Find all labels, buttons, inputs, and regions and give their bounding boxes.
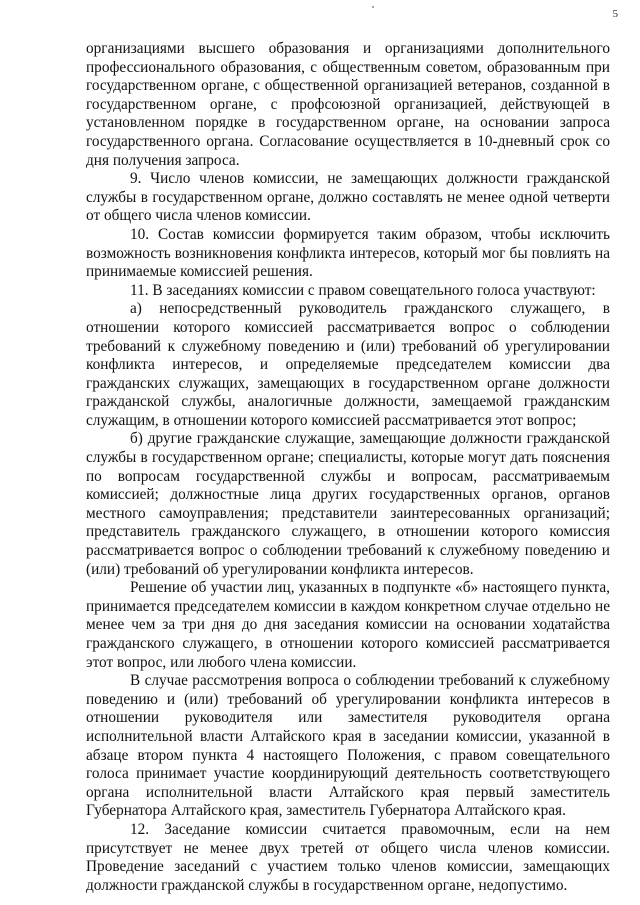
paragraph-item-9: 9. Число членов комиссии, не замещающих должности гражданской службы в государственном органе, должно составлять не менее одной четверти от общего числа членов комиссии.	[86, 170, 610, 225]
paragraph-subitem-a: а) непосредственный руководитель гражданского служащего, в отношении которого комиссией рассматривается вопрос о соблюдении требований к служебному поведению и (или) требований об урегулировании конфликта интересов, и определяемые председателем комиссии два гражданских служащих, замещающих в государственном органе должности гражданской службы, аналогичные должности, замещаемой гражданским служащим, в отношении которого комиссией рассматривается этот вопрос;	[86, 300, 610, 429]
scan-speck	[372, 6, 374, 8]
paragraph-subitem-b: б) другие гражданские служащие, замещающие должности гражданской службы в государственном органе; специалисты, которые могут дать пояснения по вопросам государственной службы и вопросам, рассматриваемым комиссией; должностные лица других государственных органов, органов местного самоуправления; представители заинтересованных организаций; представитель гражданского служащего, в отношении которого комиссия рассматривается вопрос о соблюдении требований к служебному поведению и (или) требований об урегулировании конфликта интересов.	[86, 430, 610, 578]
paragraph-item-10: 10. Состав комиссии формируется таким образом, чтобы исключить возможность возникновения конфликта интересов, который мог бы повлиять на принимаемые комиссией решения.	[86, 225, 610, 281]
paragraph-head-review-case: В случае рассмотрения вопроса о соблюдении требований к служебному поведению и (или) требований об урегулировании конфликта интересов в отношении руководителя или заместителя руководителя органа исполнительной власти Алтайского края в заседании комиссии, указанной в абзаце втором пункта 4 настоящего Положения, с правом совещательного голоса принимает участие координирующий деятельность соответствующего органа исполнительной власти Алтайского края первый заместитель Губернатора Алтайского края, заместитель Губернатора Алтайского края.	[86, 672, 610, 820]
paragraph-participation-decision: Решение об участии лиц, указанных в подпункте «б» настоящего пункта, принимается председателем комиссии в каждом конкретном случае отдельно не менее чем за три дня до дня заседания комиссии на основании ходатайства гражданского служащего, в отношении которого комиссией рассматривается этот вопрос, или любого члена комиссии.	[86, 579, 610, 671]
paragraph-item-12: 12. Заседание комиссии считается правомочным, если на нем присутствует не менее двух третей от общего числа членов комиссии. Проведение заседаний с участием только членов комиссии, замещающих должности гражданской службы в государственном органе, недопустимо.	[86, 820, 610, 894]
paragraph-continuation: организациями высшего образования и организациями дополнительного профессионального образования, с общественным советом, образованным при государственном органе, с общественной организацией ветеранов, созданной в государственном органе, с профсоюзной организацией, действующей в установленном порядке в государственном органе, на основании запроса государственного органа. Согласование осуществляется в 10-дневный срок со дня получения запроса.	[86, 40, 610, 169]
document-body	[86, 40, 610, 895]
paragraph-item-11: 11. В заседаниях комиссии с правом совещательного голоса участвуют:	[130, 281, 596, 299]
page-number: 5	[612, 8, 618, 20]
